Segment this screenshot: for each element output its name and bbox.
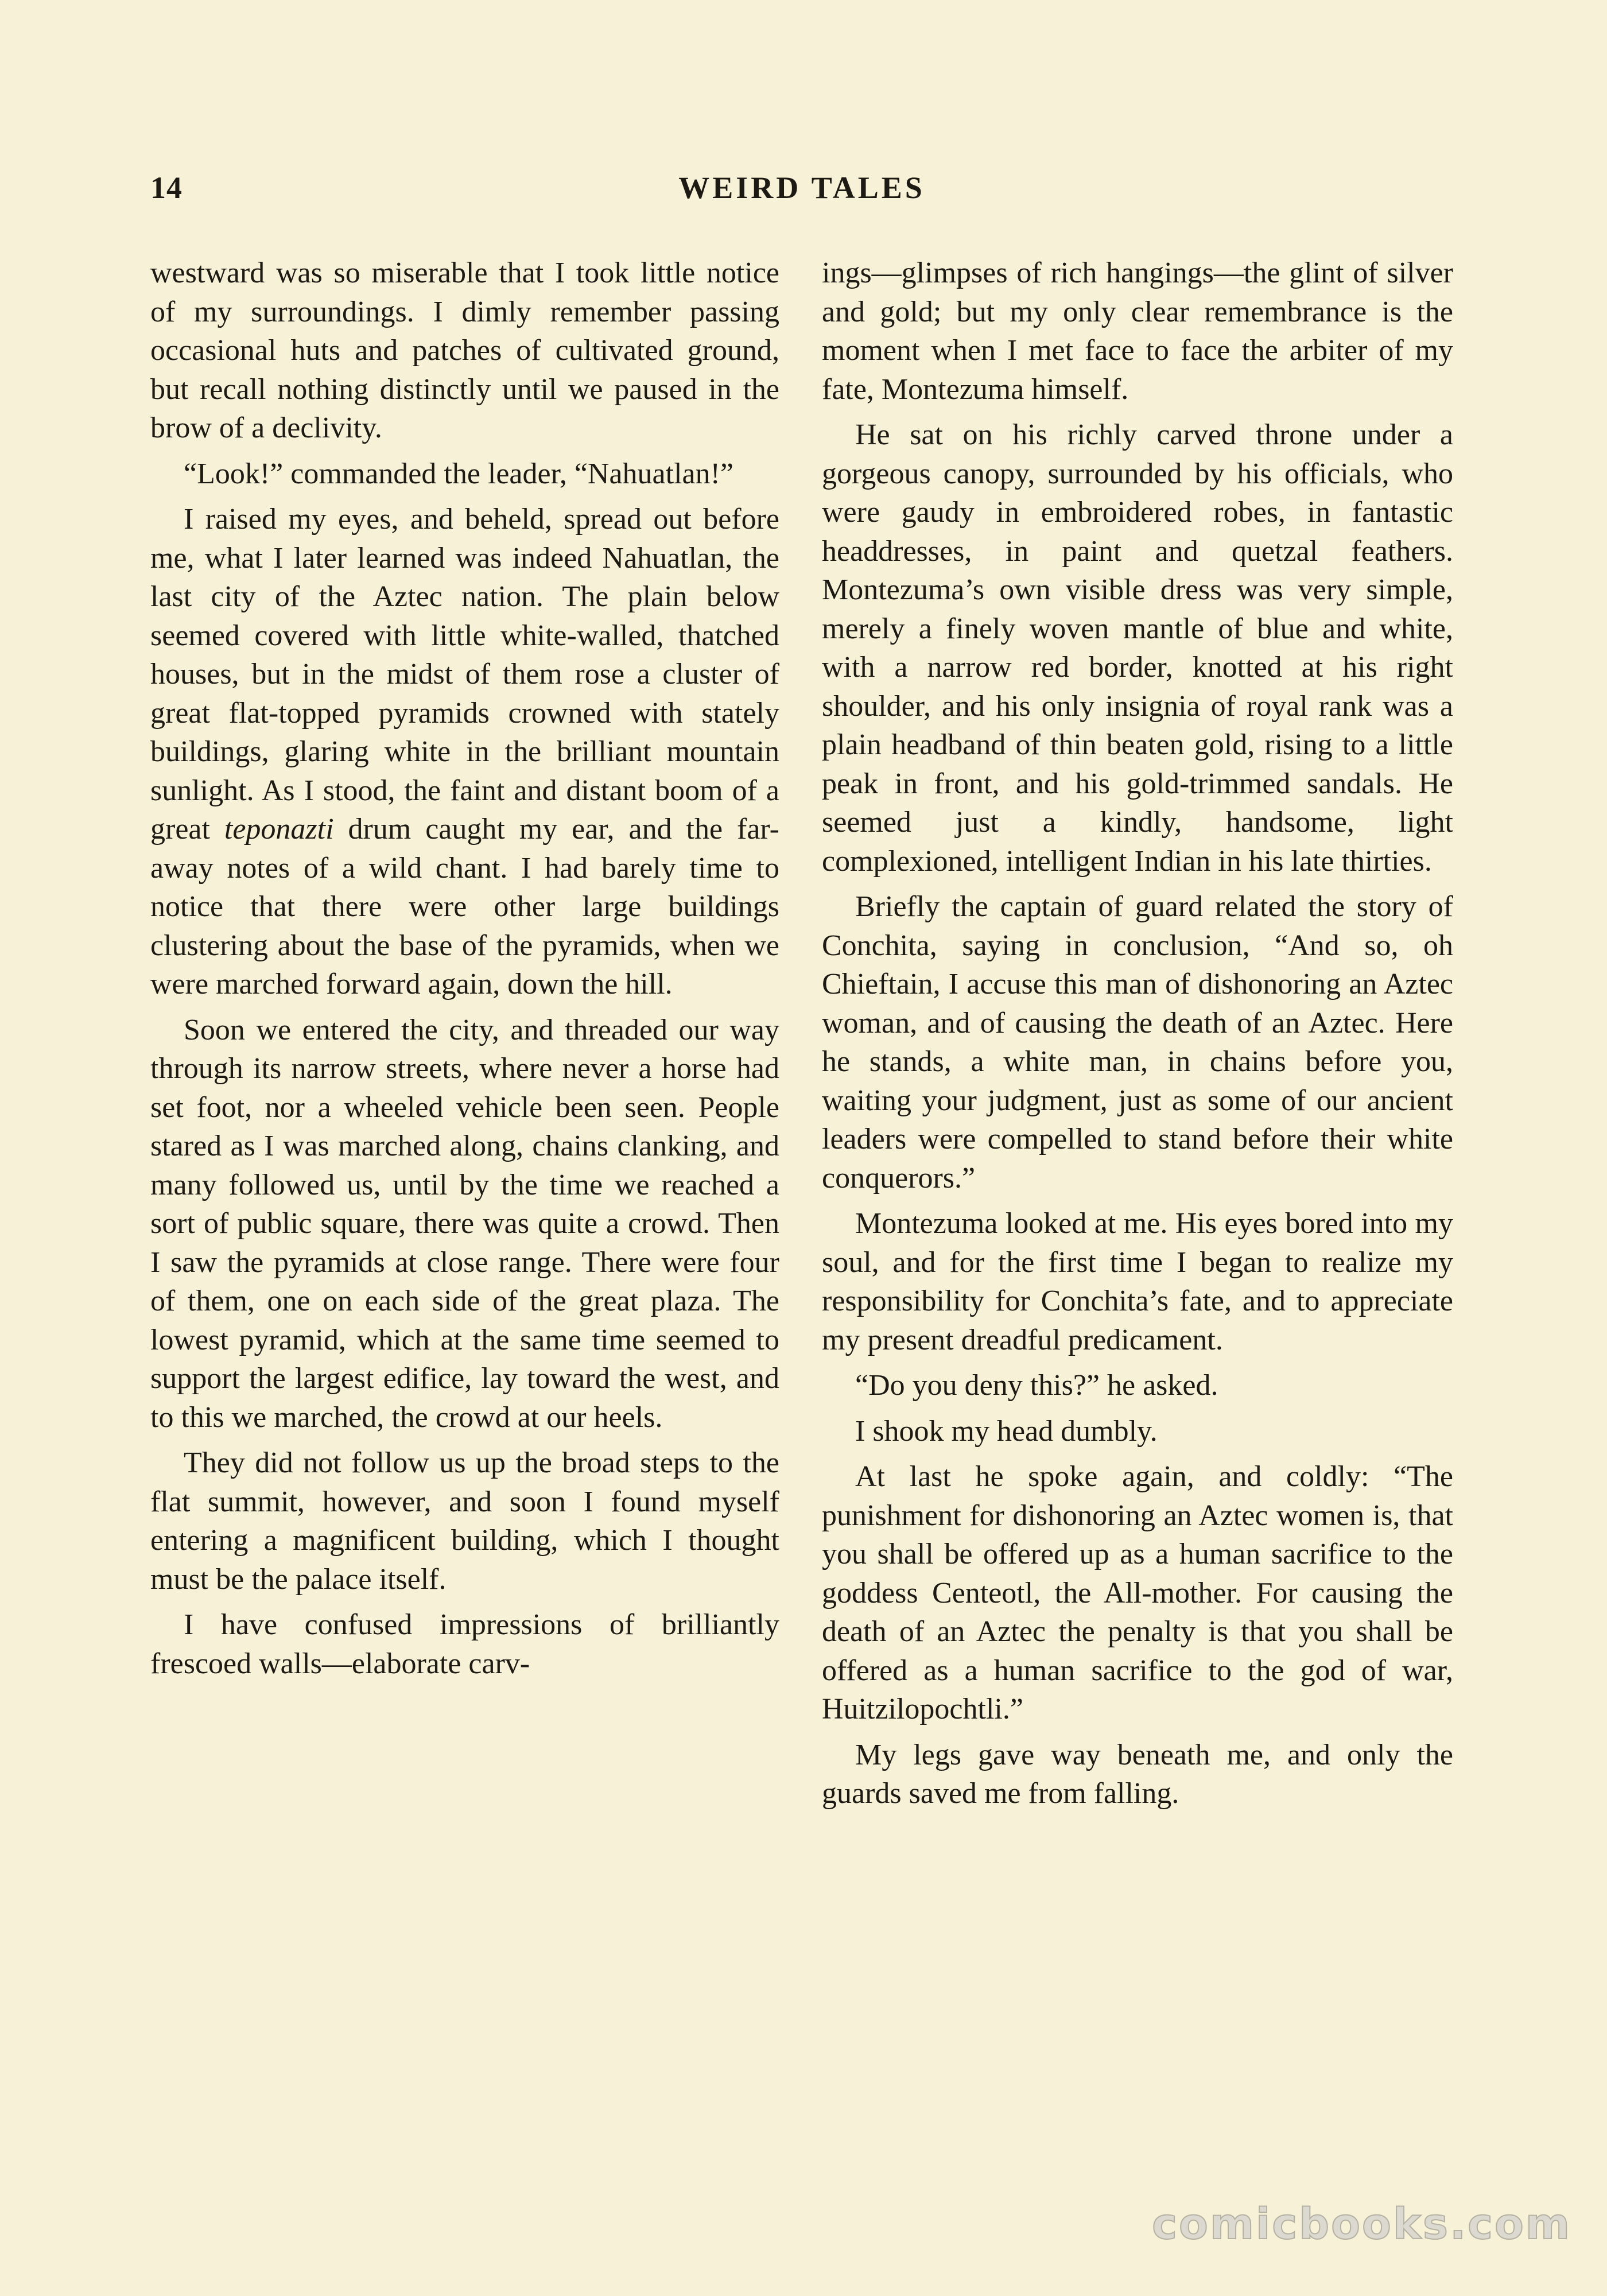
paragraph: westward was so miserable that I took little notice of my surroundings. I dimly remember passing occasional huts and patches of cultivated ground, but recall nothing distinctly until we paused in the brow of a declivity. [150,257,779,444]
left-column [150,254,779,1690]
paragraph: Soon we entered the city, and threaded our way through its narrow streets, where never a horse had set foot, nor a wheeled vehicle been seen. People stared as I was marched along, chains clanking, and many followed us, until by the time we reached a sort of public square, there was quite a crowd. Then I saw the pyramids at close range. There were four of them, one on each side of the great plaza. The lowest pyramid, which at the same time seemed to support the largest edifice, lay toward the west, and to this we marched, the crowd at our heels. [150,1013,779,1434]
paragraph: He sat on his richly carved throne under a gorgeous canopy, surrounded by his officials, who were gaudy in embroidered robes, in fantastic headdresses, in paint and quetzal feathers. Montezuma’s own visible dress was very simple, merely a finely woven mantle of blue and white, with a narrow red border, knotted at his right shoulder, and his only insignia of royal rank was a plain headband of thin beaten gold, rising to a little peak in front, and his gold-trimmed sandals. He seemed just a kindly, handsome, light complexioned, intelligent Indian in his late thirties. [822,418,1453,878]
paragraph: Montezuma looked at me. His eyes bored into my soul, and for the first time I began to realize my responsibility for Conchita’s fate, and to appreciate my present dreadful predicament. [822,1207,1453,1356]
paragraph: Briefly the captain of guard related the story of Conchita, saying in conclusion, “And so, oh Chieftain, I accuse this man of dishonoring an Aztec woman, and of causing the death of an Aztec. Here he stands, a white man, in chains before you, waiting your judgment, just as some of our ancient leaders were compelled to stand before their white conquerors.” [822,890,1453,1194]
paragraph: My legs gave way beneath me, and only the guards saved me from falling. [822,1738,1453,1810]
paragraph: I raised my eyes, and beheld, spread out before me, what I later learned was indeed Nahuatlan, the last city of the Aztec nation. The plain below seemed covered with little white-walled, thatched houses, but in the midst of them rose a cluster of great flat-topped pyramids crowned with stately buildings, glaring white in the brilliant mountain sunlight. As I stood, the faint and distant boom of a great teponazti drum caught my ear, and the far-away notes of a wild chant. I had barely time to notice that there were other large buildings clustering about the base of the pyramids, when we were marched forward again, down the hill. [150,503,779,1000]
paragraph: At last he spoke again, and coldly: “The punishment for dishonoring an Aztec women is, that you shall be offered up as a human sacrifice to the goddess Centeotl, the All-mother. For causing the death of an Aztec the penalty is that you shall be offered as a human sacrifice to the god of war, Huitzilopochtli.” [822,1460,1453,1725]
paragraph: “Do you deny this?” he asked. [855,1369,1218,1402]
paragraph: I shook my head dumbly. [855,1414,1158,1448]
paragraph: I have confused impressions of brilliantly frescoed walls—elaborate carv- [150,1608,779,1680]
right-column [822,254,1453,1820]
paragraph: They did not follow us up the broad steps to the flat summit, however, and soon I found myself entering a magnificent building, which I thought must be the palace itself. [150,1446,779,1596]
page-number: 14 [150,170,183,205]
paragraph: “Look!” commanded the leader, “Nahuatlan!” [184,457,733,490]
paragraph: ings—glimpses of rich hangings—the glint of silver and gold; but my only clear remembrance is the moment when I met face to face the arbiter of my fate, Montezuma himself. [822,257,1453,406]
site-watermark: comicbooks.com [1152,2200,1571,2249]
running-title: WEIRD TALES [678,170,925,205]
page-header [150,170,1453,216]
